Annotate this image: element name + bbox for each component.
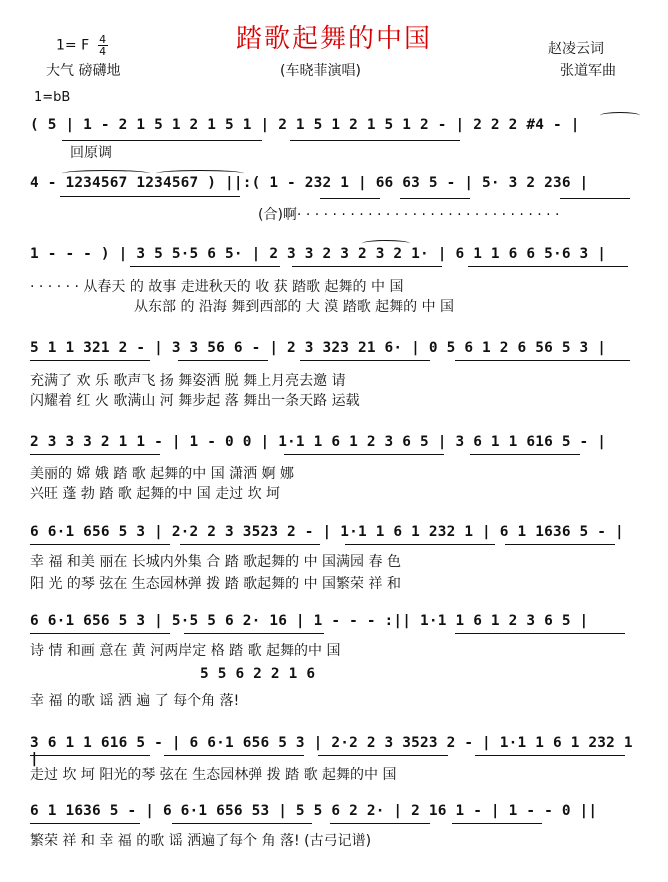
key-label: 1= F <box>56 37 90 54</box>
composer-credit: 张道军曲 <box>560 63 616 79</box>
lyric-ossia: 幸 福 的歌 谣 洒 遍 了 每个角 落! <box>30 693 240 709</box>
lyric-line-1b: 回原调 <box>70 145 112 161</box>
key-signature <box>56 34 108 57</box>
lyric-line-4b: 闪耀着 红 火 歌满山 河 舞步起 落 舞出一条天路 运载 <box>30 393 360 409</box>
song-title: 踏歌起舞的中国 <box>235 24 432 54</box>
lyric-line-6a: 幸 福 和美 丽在 长城内外集 合 踏 歌起舞的 中 国满园 春 色 <box>30 554 401 570</box>
score-line-9: 6 1 1636 5 - | 6 6·1 656 53 | 5 5 6 2 2· | 2 16 1 - | 1 - - 0 || <box>30 803 598 819</box>
score-line-4: 5 1 1 321 2 - | 3 3 56 6 - | 2 3 323 21 6· | 0 5 6 1 2 6 56 5 3 | <box>30 340 607 356</box>
lyric-line-6b: 阳 光 的琴 弦在 生态园林弹 拨 踏 歌起舞的 中 国繁荣 祥 和 <box>30 576 401 592</box>
modulation-marking: 1=bB <box>34 90 71 105</box>
lyric-line-3a: · · · · · · 从春天 的 故事 走进秋天的 收 获 踏歌 起舞的 中 国 <box>30 279 404 295</box>
singer-credit: (车晓菲演唱) <box>280 63 361 79</box>
lyricist-credit: 赵凌云词 <box>548 41 604 57</box>
time-signature <box>98 34 108 57</box>
lyric-line-7a: 诗 情 和画 意在 黄 河两岸定 格 踏 歌 起舞的中 国 <box>30 643 341 659</box>
score-line-5: 2 3 3 3 2 1 1 - | 1 - 0 0 | 1·1 1 6 1 2 3 6 5 | 3 6 1 1 616 5 - | <box>30 434 607 450</box>
score-line-3: 1 - - - ) | 3 5 5·5 6 5· | 2 3 3 2 3 2 3 2 1· | 6 1 1 6 6 5·6 3 | <box>30 246 607 262</box>
score-line-1: ( 5 | 1 - 2 1 5 1 2 1 5 1 | 2 1 5 1 2 1 5 1 2 - | 2 2 2 #4 - | <box>30 117 580 133</box>
tempo-marking: 大气 磅礴地 <box>46 63 121 79</box>
lyric-line-5b: 兴旺 蓬 勃 踏 歌 起舞的中 国 走过 坎 坷 <box>30 486 281 502</box>
time-denominator: 4 <box>99 45 107 58</box>
score-line-8: 3 6 1 1 616 5 - | 6 6·1 656 5 3 | 2·2 2 3 3523 2 - | 1·1 1 6 1 232 1 | <box>30 735 633 767</box>
score-ossia: 5 5 6 2 2 1 6 <box>200 666 316 682</box>
time-numerator: 4 <box>99 33 107 46</box>
lyric-line-2a: (合)啊· · · · · · · · · · · · · · · · · · · · · · · · · · · · · · <box>258 207 560 223</box>
lyric-line-9a: 繁荣 祥 和 幸 福 的歌 谣 洒遍了每个 角 落! (古弓记谱) <box>30 833 372 849</box>
lyric-line-8a: 走过 坎 坷 阳光的琴 弦在 生态园林弹 拨 踏 歌 起舞的中 国 <box>30 767 397 783</box>
lyric-line-4a: 充满了 欢 乐 歌声飞 扬 舞姿洒 脱 舞上月亮去邀 请 <box>30 373 346 389</box>
lyric-line-5a: 美丽的 嫦 娥 踏 歌 起舞的中 国 潇洒 婀 娜 <box>30 466 295 482</box>
score-line-6: 6 6·1 656 5 3 | 2·2 2 3 3523 2 - | 1·1 1 6 1 232 1 | 6 1 1636 5 - | <box>30 524 624 540</box>
score-line-7: 6 6·1 656 5 3 | 5·5 5 6 2· 16 | 1 - - - :|| 1·1 1 6 1 2 3 6 5 | <box>30 613 589 629</box>
lyric-line-3b: 从东部 的 沿海 舞到西部的 大 漠 踏歌 起舞的 中 国 <box>134 299 455 315</box>
score-line-2: 4 - 1234567 1234567 ) ||:( 1 - 232 1 | 66 63 5 - | 5· 3 2 236 | <box>30 175 589 191</box>
